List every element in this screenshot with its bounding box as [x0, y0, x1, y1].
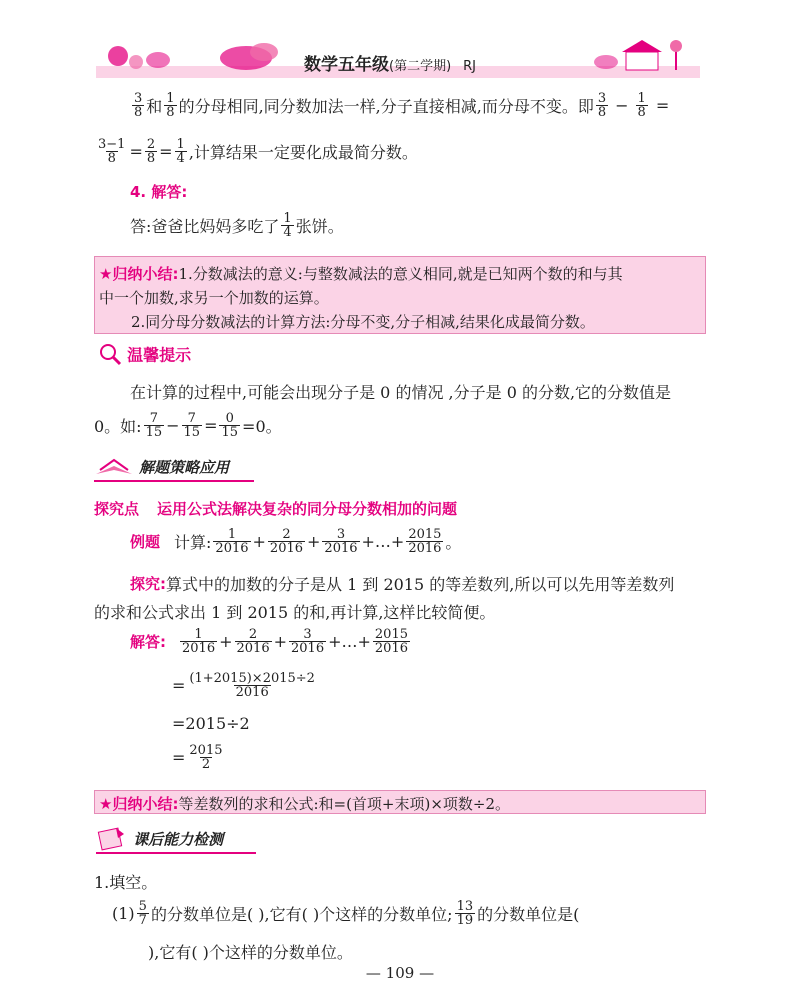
- fraction: $\frac{2}{2016}$: [269, 527, 304, 556]
- fraction: $\frac{2015}{2}$: [189, 743, 223, 772]
- example-line: 例题 计算: $\frac{1}{2016}$ + $\frac{2}{2016}$ + $\frac{3}{2016}$ +…+ $\frac{2015}{2016}$ 。: [130, 527, 462, 556]
- solution-line-1: 解答: $\frac{1}{2016}$ + $\frac{2}{2016}$ + $\frac{3}{2016}$ +…+ $\frac{2015}{2016}$: [130, 627, 408, 656]
- heading-underline: [96, 852, 256, 854]
- q4-answer: 答:爸爸比妈妈多吃了 $\frac{1}{4}$ 张饼。: [130, 211, 344, 240]
- book-edition: RJ: [463, 59, 476, 74]
- fraction: $\frac{2}{2016}$: [236, 627, 270, 656]
- tip-line-2: 0。如: $\frac{7}{15}$ − $\frac{7}{15}$ = $\frac{0}{15}$ =0。: [94, 411, 282, 440]
- fraction: $\frac{3}{2016}$: [324, 527, 358, 556]
- intro-line-1: $\frac{3}{8}$ 和 $\frac{1}{8}$ 的分母相同,同分数加法一样,分子直接相减,而分母不变。即 $\frac{3}{8}$ − $\frac{1}{8}$ =: [134, 91, 670, 120]
- q4-label: 4. 解答:: [130, 183, 188, 201]
- intro-line-2: $\frac{3-1}{8}$ = $\frac{2}{8}$ = $\frac{1}{4}$ ,计算结果一定要化成最简分数。: [98, 137, 418, 166]
- fraction: $\frac{13}{19}$: [456, 899, 474, 928]
- fraction: $\frac{3}{8}$: [597, 91, 607, 120]
- header-title-block: [304, 50, 476, 75]
- fraction: $\frac{2015}{2016}$: [374, 627, 408, 656]
- header-banner: [96, 38, 700, 78]
- fraction: $\frac{7}{15}$: [183, 411, 201, 440]
- open-book-icon: [94, 456, 134, 478]
- tip-line-1: 在计算的过程中,可能会出现分子是 0 的情况 ,分子是 0 的分数,它的分数值是: [130, 383, 672, 402]
- fraction: $\frac{1}{8}$: [166, 91, 175, 120]
- solution-line-2: = $\frac{(1+2015)\times 2015\div 2}{2016}$: [172, 671, 315, 700]
- fraction: $\frac{1}{2016}$: [182, 627, 216, 656]
- question-1-part-1: (1) $\frac{5}{7}$ 的分数单位是( ),它有( )个这样的分数单位; $\frac{13}{19}$ 的分数单位是(: [112, 899, 580, 928]
- question-1: 1.填空。: [94, 873, 158, 892]
- book-title: 数学五年级: [304, 55, 389, 75]
- magnifier-icon: [98, 342, 122, 366]
- fraction: $\frac{3}{8}$: [134, 91, 143, 120]
- book-term: (第二学期): [389, 59, 452, 74]
- notebook-icon: [96, 826, 128, 852]
- fraction: $\frac{1}{8}$: [637, 91, 646, 120]
- heading-underline: [94, 480, 254, 482]
- fraction: $\frac{7}{15}$: [145, 411, 163, 440]
- fraction: $\frac{5}{7}$: [138, 899, 147, 928]
- fraction: $\frac{2015}{2016}$: [408, 527, 442, 556]
- fraction: $\frac{2}{8}$: [146, 137, 156, 166]
- fraction: $\frac{1}{4}$: [176, 137, 185, 166]
- homework-heading: 课后能力检测: [96, 826, 223, 852]
- summary-box: [94, 790, 706, 814]
- tip-heading: 温馨提示: [98, 342, 191, 366]
- summary-line-2: 中一个加数,求另一个加数的运算。: [99, 289, 329, 307]
- fraction: $\frac{1}{2016}$: [215, 527, 249, 556]
- page-number: — 109 —: [365, 964, 435, 982]
- fraction: $\frac{0}{15}$: [221, 411, 239, 440]
- fraction: $\frac{3}{2016}$: [291, 627, 325, 656]
- strategy-heading: 解题策略应用: [94, 456, 229, 478]
- fraction: $\frac{(1+2015)\times 2015\div 2}{2016}$: [189, 671, 315, 700]
- fraction: $\frac{1}{4}$: [283, 211, 292, 240]
- solution-line-3: =2015÷2: [172, 714, 250, 733]
- explore-point: 探究点 运用公式法解决复杂的同分母分数相加的问题: [94, 500, 458, 518]
- summary-line: ★归纳小结:等差数列的求和公式:和=(首项+末项)×项数÷2。: [99, 795, 511, 813]
- explore-line-1: 探究: 算式中的加数的分子是从 1 到 2015 的等差数列,所以可以先用等差数列: [130, 575, 675, 594]
- fraction: $\frac{3-1}{8}$: [98, 137, 126, 166]
- explore-line-2: 的求和公式求出 1 到 2015 的和,再计算,这样比较简便。: [94, 603, 496, 622]
- summary-line-3: 2.同分母分数减法的计算方法:分母不变,分子相减,结果化成最简分数。: [131, 313, 595, 331]
- solution-line-4: = $\frac{2015}{2}$: [172, 743, 223, 772]
- summary-line-1: ★归纳小结:1.分数减法的意义:与整数减法的意义相同,就是已知两个数的和与其: [99, 265, 623, 283]
- question-1-part-1-cont: ),它有( )个这样的分数单位。: [148, 943, 353, 962]
- summary-box: [94, 256, 706, 334]
